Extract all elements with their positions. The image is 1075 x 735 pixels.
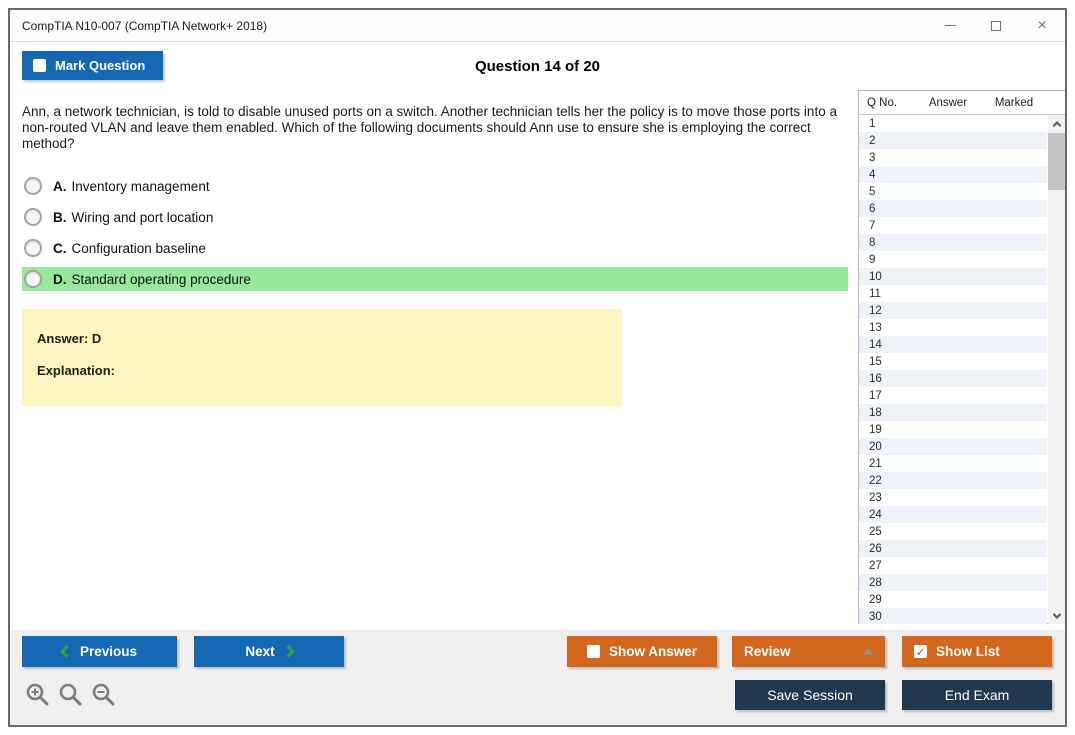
question-list-row[interactable] bbox=[859, 234, 1047, 251]
question-list-row[interactable] bbox=[859, 404, 1047, 421]
cell-qno: 16 bbox=[869, 372, 882, 385]
previous-button[interactable] bbox=[22, 636, 177, 667]
show-answer-checkbox-icon bbox=[587, 645, 600, 658]
answer-option[interactable] bbox=[22, 236, 848, 260]
window-title: CompTIA N10-007 (CompTIA Network+ 2018) bbox=[22, 18, 268, 33]
show-answer-button[interactable] bbox=[567, 636, 717, 667]
options-list bbox=[22, 174, 848, 291]
cell-qno: 14 bbox=[869, 338, 882, 351]
cell-qno: 15 bbox=[869, 355, 882, 368]
chevron-left-icon bbox=[60, 645, 73, 658]
cell-qno: 22 bbox=[869, 474, 882, 487]
chevron-down-icon bbox=[1052, 610, 1060, 618]
minimize-icon bbox=[945, 25, 956, 26]
question-list-row[interactable] bbox=[859, 336, 1047, 353]
window-controls bbox=[927, 10, 1065, 41]
question-list-row[interactable] bbox=[859, 319, 1047, 336]
question-list-row[interactable] bbox=[859, 574, 1047, 591]
next-button[interactable] bbox=[194, 636, 344, 667]
radio-button-icon[interactable] bbox=[24, 239, 42, 257]
cell-qno: 19 bbox=[869, 423, 882, 436]
cell-qno: 26 bbox=[869, 542, 882, 555]
cell-qno: 4 bbox=[869, 168, 876, 181]
zoom-out-icon[interactable] bbox=[91, 682, 117, 708]
show-list-label: Show List bbox=[936, 644, 1000, 659]
cell-qno: 30 bbox=[869, 610, 882, 623]
cell-qno: 17 bbox=[869, 389, 882, 402]
question-list-row[interactable] bbox=[859, 251, 1047, 268]
question-list-row[interactable] bbox=[859, 455, 1047, 472]
question-counter: Question 14 of 20 bbox=[474, 57, 601, 75]
header-marked: Marked bbox=[994, 96, 1034, 109]
question-list-row[interactable] bbox=[859, 268, 1047, 285]
maximize-icon bbox=[991, 21, 1001, 31]
cell-qno: 9 bbox=[869, 253, 876, 266]
dropdown-up-icon bbox=[863, 648, 873, 655]
cell-qno: 1 bbox=[869, 117, 876, 130]
scrollbar-thumb[interactable] bbox=[1048, 133, 1065, 190]
question-list-row[interactable] bbox=[859, 149, 1047, 166]
question-list-row[interactable] bbox=[859, 540, 1047, 557]
show-answer-label: Show Answer bbox=[608, 644, 697, 659]
titlebar bbox=[10, 10, 1065, 42]
cell-qno: 23 bbox=[869, 491, 882, 504]
zoom-tools bbox=[25, 682, 117, 708]
question-list-row[interactable] bbox=[859, 166, 1047, 183]
cell-qno: 27 bbox=[869, 559, 882, 572]
question-list-body bbox=[859, 115, 1065, 624]
option-letter: A. bbox=[53, 178, 67, 194]
option-text: Configuration baseline bbox=[71, 240, 206, 256]
answer-label: Answer: D bbox=[37, 331, 102, 346]
question-list-row[interactable] bbox=[859, 608, 1047, 624]
zoom-in-icon[interactable] bbox=[25, 682, 51, 708]
show-list-checkbox-icon bbox=[914, 645, 927, 658]
scrollbar-up-arrow[interactable] bbox=[1048, 115, 1065, 132]
cell-qno: 24 bbox=[869, 508, 882, 521]
cell-qno: 10 bbox=[869, 270, 882, 283]
next-label: Next bbox=[245, 644, 275, 659]
chevron-up-icon bbox=[1052, 121, 1060, 129]
zoom-reset-icon[interactable] bbox=[58, 682, 84, 708]
question-list-row[interactable] bbox=[859, 557, 1047, 574]
end-exam-button[interactable] bbox=[902, 680, 1052, 710]
radio-button-icon[interactable] bbox=[24, 270, 42, 288]
chevron-right-icon bbox=[282, 645, 295, 658]
cell-qno: 21 bbox=[869, 457, 882, 470]
mark-question-button[interactable] bbox=[22, 51, 163, 80]
cell-qno: 13 bbox=[869, 321, 882, 334]
question-list-scrollbar[interactable] bbox=[1048, 115, 1065, 624]
question-list-row[interactable] bbox=[859, 489, 1047, 506]
cell-qno: 8 bbox=[869, 236, 876, 249]
save-session-button[interactable] bbox=[735, 680, 885, 710]
cell-qno: 7 bbox=[869, 219, 876, 232]
previous-label: Previous bbox=[79, 644, 138, 659]
answer-panel bbox=[22, 309, 622, 406]
question-list-row[interactable] bbox=[859, 438, 1047, 455]
question-list-row[interactable] bbox=[859, 370, 1047, 387]
cell-qno: 20 bbox=[869, 440, 882, 453]
close-button[interactable] bbox=[1019, 10, 1065, 41]
end-exam-label: End Exam bbox=[944, 687, 1010, 703]
header-answer: Answer bbox=[928, 96, 968, 109]
radio-button-icon[interactable] bbox=[24, 208, 42, 226]
question-list-row[interactable] bbox=[859, 506, 1047, 523]
answer-option[interactable] bbox=[22, 205, 848, 229]
question-list-rows bbox=[859, 115, 1065, 624]
maximize-button[interactable] bbox=[973, 10, 1019, 41]
question-list-row[interactable] bbox=[859, 302, 1047, 319]
cell-qno: 5 bbox=[869, 185, 876, 198]
close-icon: × bbox=[1037, 16, 1047, 34]
question-list-row[interactable] bbox=[859, 591, 1047, 608]
question-list-row[interactable] bbox=[859, 353, 1047, 370]
review-label: Review bbox=[744, 644, 791, 659]
question-list-row[interactable] bbox=[859, 421, 1047, 438]
header-qno: Q No. bbox=[867, 96, 898, 109]
explanation-label: Explanation: bbox=[37, 363, 116, 378]
minimize-button[interactable] bbox=[927, 10, 973, 41]
app-window bbox=[8, 8, 1067, 727]
answer-option[interactable] bbox=[22, 267, 848, 291]
mark-question-checkbox-icon bbox=[33, 59, 46, 72]
cell-qno: 25 bbox=[869, 525, 882, 538]
option-text: Standard operating procedure bbox=[71, 271, 251, 287]
cell-qno: 11 bbox=[869, 287, 881, 300]
question-list-row[interactable] bbox=[859, 200, 1047, 217]
question-list-row[interactable] bbox=[859, 285, 1047, 302]
cell-qno: 12 bbox=[869, 304, 882, 317]
check-icon: ✓ bbox=[915, 644, 926, 659]
cell-qno: 3 bbox=[869, 151, 876, 164]
cell-qno: 28 bbox=[869, 576, 882, 589]
option-letter: C. bbox=[53, 240, 67, 256]
show-list-button[interactable] bbox=[902, 636, 1052, 667]
question-list-row[interactable] bbox=[859, 183, 1047, 200]
option-letter: B. bbox=[53, 209, 67, 225]
question-list-header bbox=[859, 91, 1065, 115]
cell-qno: 29 bbox=[869, 593, 882, 606]
question-list-row[interactable] bbox=[859, 387, 1047, 404]
question-list-panel bbox=[858, 90, 1065, 624]
question-list-row[interactable] bbox=[859, 132, 1047, 149]
cell-qno: 2 bbox=[869, 134, 876, 147]
cell-qno: 6 bbox=[869, 202, 876, 215]
mark-question-label: Mark Question bbox=[55, 58, 146, 73]
save-session-label: Save Session bbox=[767, 687, 853, 703]
radio-button-icon[interactable] bbox=[24, 177, 42, 195]
option-letter: D. bbox=[53, 271, 67, 287]
question-list-row[interactable] bbox=[859, 217, 1047, 234]
option-text: Inventory management bbox=[71, 178, 210, 194]
toolbar bbox=[10, 42, 1065, 90]
question-text: Ann, a network technician, is told to disable unused ports on a switch. Another technician tells her the policy is to move those ports into a non-routed VLAN and leave them enabled. Which of the following documents should Ann use to ensure she is employing the correct method? bbox=[22, 104, 837, 151]
footer-bar bbox=[10, 630, 1065, 725]
question-list-row[interactable] bbox=[859, 472, 1047, 489]
review-dropdown-button[interactable] bbox=[732, 636, 885, 667]
answer-option[interactable] bbox=[22, 174, 848, 198]
scrollbar-down-arrow[interactable] bbox=[1048, 607, 1065, 624]
question-list-row[interactable] bbox=[859, 523, 1047, 540]
question-list-row[interactable] bbox=[859, 115, 1047, 132]
cell-qno: 18 bbox=[869, 406, 882, 419]
option-text: Wiring and port location bbox=[71, 209, 214, 225]
